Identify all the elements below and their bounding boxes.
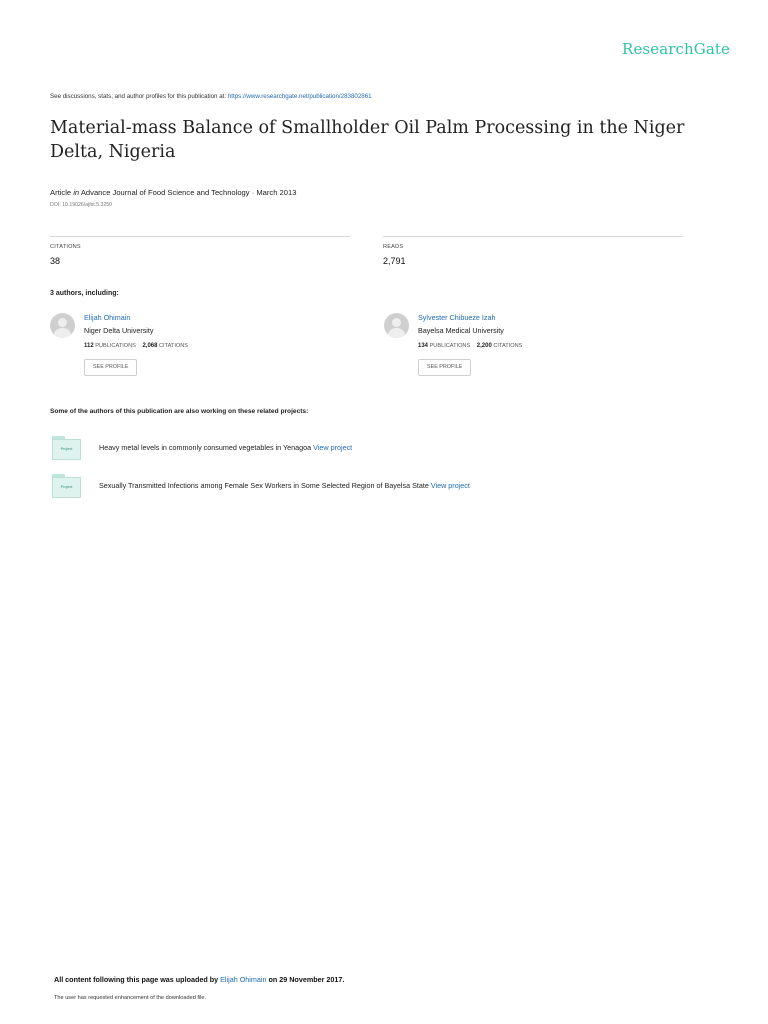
project-text [99, 481, 470, 490]
doi: DOI: 10.19026/ajfst.5.3250 [50, 202, 113, 208]
author-name[interactable]: Elijah Ohimain [84, 313, 131, 322]
project-folder-icon[interactable] [52, 474, 81, 498]
view-project-link[interactable]: View project [313, 443, 353, 452]
project-folder-icon[interactable] [52, 436, 81, 460]
reads-value: 2,791 [383, 256, 406, 266]
enhancement-notice: The user has requested enhancement of the downloaded file. [54, 995, 207, 1001]
journal-and-date[interactable]: Advance Journal of Food Science and Technology · March 2013 [80, 188, 297, 197]
see-line-prefix: See discussions, stats, and author profiles for this publication at: [50, 93, 227, 100]
upload-notice [54, 975, 344, 984]
author-institution: Niger Delta University [84, 326, 154, 335]
project-icon-label: Project [60, 485, 73, 489]
avatar-icon[interactable] [50, 313, 75, 338]
authors-heading: 3 authors, including: [50, 290, 119, 297]
uploader-link[interactable]: Elijah Ohimain [220, 975, 267, 984]
stats-divider-right [383, 236, 683, 237]
see-profile-button[interactable]: SEE PROFILE [84, 359, 137, 376]
researchgate-logo[interactable]: ResearchGate [622, 40, 730, 58]
article-type: Article [50, 188, 72, 197]
author-stats [418, 343, 522, 349]
author-institution: Bayelsa Medical University [418, 326, 504, 335]
project-item [50, 474, 650, 500]
author-publications-count: 134 [418, 343, 429, 349]
related-projects-heading: Some of the authors of this publication are also working on these related projects: [50, 408, 309, 415]
project-title: Heavy metal levels in commonly consumed vegetables in Yenagoa [99, 443, 312, 452]
author-citations-label: CITATIONS [159, 343, 189, 349]
project-text [99, 443, 352, 452]
project-title: Sexually Transmitted Infections among Female Sex Workers in Some Selected Region of Bayelsa State [99, 481, 429, 490]
publication-url-line [50, 93, 372, 100]
author-publications-count: 112 [84, 343, 94, 349]
article-meta [50, 188, 296, 197]
upload-date: on 29 November 2017. [268, 975, 345, 984]
author-card [50, 313, 350, 383]
see-profile-button[interactable]: SEE PROFILE [418, 359, 471, 376]
author-citations-label: CITATIONS [493, 343, 523, 349]
avatar-icon[interactable] [384, 313, 409, 338]
view-project-link[interactable]: View project [430, 481, 470, 490]
author-citations-count: 2,200 [476, 343, 492, 349]
author-citations-count: 2,068 [142, 343, 158, 349]
author-name[interactable]: Sylvester Chibueze Izah [418, 313, 496, 322]
citations-value: 38 [50, 256, 61, 266]
project-item [50, 436, 650, 462]
author-publications-label: PUBLICATIONS [95, 343, 136, 349]
publication-title: Material-mass Balance of Smallholder Oil Palm Processing in the Niger Delta, Nigeria [50, 118, 685, 162]
reads-label: READS [383, 244, 404, 250]
author-card [384, 313, 684, 383]
author-stats [84, 343, 188, 349]
stats-divider-left [50, 236, 350, 237]
article-in: in [73, 188, 80, 197]
project-icon-label: Project [60, 447, 73, 451]
upload-prefix: All content following this page was uploaded by [54, 975, 219, 984]
citations-label: CITATIONS [50, 244, 81, 250]
publication-url-link[interactable]: https://www.researchgate.net/publication/283802861 [227, 93, 372, 100]
author-publications-label: PUBLICATIONS [429, 343, 471, 349]
